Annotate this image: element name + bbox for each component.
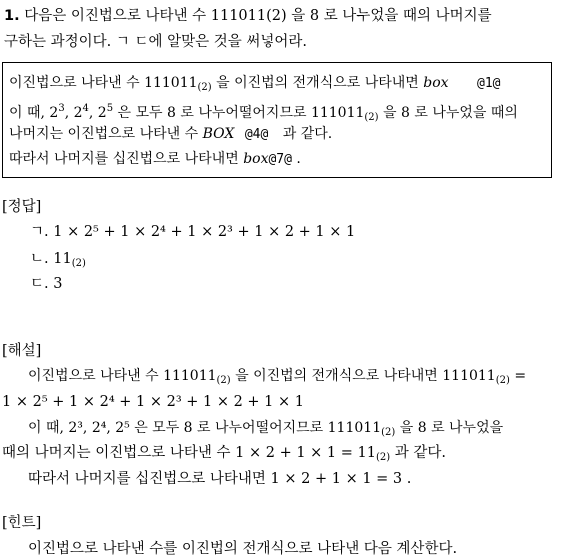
solution-text: 이 때, 2³, 2⁴, 2⁵ 은 모두 8 로 나누어떨어지므로 111011 xyxy=(28,420,382,436)
problem-box xyxy=(2,62,552,178)
answer-item-1 xyxy=(30,222,355,242)
subscript: (2) xyxy=(364,112,379,123)
solution-line-5: 따라서 나머지를 십진법으로 나타내면 1 × 2 + 1 × 1 = 3 . xyxy=(28,471,412,487)
solution-text: 이진법으로 나타낸 수 111011 xyxy=(28,368,217,384)
box-line-4 xyxy=(9,149,301,170)
blank-marker: @1@ xyxy=(477,76,501,91)
solution-text: 때의 나머지는 이진법으로 나타낸 수 1 × 2 + 1 × 1 = 11 xyxy=(2,445,376,461)
solution-line-1 xyxy=(28,366,526,391)
answer-value: 11 xyxy=(53,251,72,267)
blank-marker: @4@ xyxy=(244,127,269,142)
solution-text: 을 8 로 나누었을 xyxy=(395,420,504,436)
answer-label: ㄴ. xyxy=(30,251,49,267)
question-line-2 xyxy=(4,32,307,52)
box-text: 을 이진법의 전개식으로 나타내면 xyxy=(211,75,419,91)
box-text: , 2 xyxy=(64,105,83,121)
answer-label: ㄱ. xyxy=(30,224,49,240)
answer-value: 1 × 2⁵ + 1 × 2⁴ + 1 × 2³ + 1 × 2 + 1 × 1 xyxy=(53,224,356,240)
question-number: 1. xyxy=(4,8,20,24)
solution-heading: [해설] xyxy=(2,343,42,359)
box-text: 과 같다. xyxy=(282,126,333,142)
solution-line-4 xyxy=(2,443,446,468)
blank-marker: @7@ xyxy=(268,152,292,167)
box-text: 나머지는 이진법으로 나타낸 수 xyxy=(9,126,199,142)
hint-text: 이진법으로 나타낸 수를 이진법의 전개식으로 나타낸 다음 계산한다. xyxy=(28,541,458,557)
subscript: (2) xyxy=(71,258,86,269)
subscript: (2) xyxy=(216,375,231,386)
box-text: , 2 xyxy=(88,105,107,121)
question-text-2: 구하는 과정이다. ㄱ ㄷ에 알맞은 것을 써넣어라. xyxy=(4,34,308,50)
exponent: 3 xyxy=(58,103,65,114)
blank-placeholder: box xyxy=(243,151,269,167)
exponent: 5 xyxy=(106,103,114,114)
subscript: (2) xyxy=(375,452,391,463)
box-text: 따라서 나머지를 십진법으로 나타내면 xyxy=(9,151,239,167)
exponent: 4 xyxy=(82,103,89,114)
answer-heading: [정답] xyxy=(2,199,42,215)
blank-placeholder: box xyxy=(423,75,449,91)
solution-text: = xyxy=(509,368,527,384)
subscript: (2) xyxy=(381,427,396,438)
question-line-1 xyxy=(4,6,492,26)
solution-line-2: 1 × 2⁵ + 1 × 2⁴ + 1 × 2³ + 1 × 2 + 1 × 1 xyxy=(2,394,305,410)
answer-item-2 xyxy=(30,249,86,274)
blank-placeholder: BOX xyxy=(202,126,235,142)
subscript: (2) xyxy=(197,82,212,93)
box-text: 을 8 로 나누었을 때의 xyxy=(378,105,518,121)
answer-label: ㄷ. xyxy=(30,276,49,292)
solution-line-3 xyxy=(28,418,503,443)
box-line-1 xyxy=(9,73,501,98)
solution-text: 과 같다. xyxy=(390,445,447,461)
box-text: 이진법으로 나타낸 수 111011 xyxy=(9,75,198,91)
box-text: 이 때, 2 xyxy=(9,105,59,121)
hint-heading: [힌트] xyxy=(2,515,42,531)
box-text: 은 모두 8 로 나누어떨어지므로 111011 xyxy=(113,105,365,121)
question-text-1: 다음은 이진법으로 나타낸 수 111011(2) 을 8 로 나누었을 때의 나머지를 xyxy=(24,8,492,24)
answer-value: 3 xyxy=(53,276,63,292)
box-line-3 xyxy=(9,124,332,145)
subscript: (2) xyxy=(495,375,510,386)
answer-item-3 xyxy=(30,274,62,294)
solution-text: 을 이진법의 전개식으로 나타내면 111011 xyxy=(230,368,496,384)
box-text: . xyxy=(296,151,301,167)
